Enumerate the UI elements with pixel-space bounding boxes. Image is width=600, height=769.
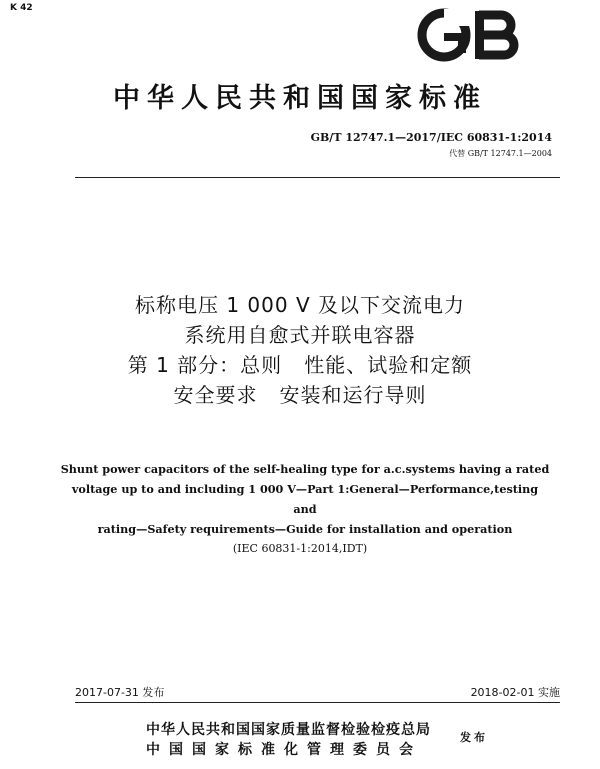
implementation-date: 2018-02-01 实施 (470, 686, 560, 699)
standard-number: GB/T 12747.1—2017/IEC 60831-1:2014 (310, 131, 552, 144)
gb-logo-icon (415, 6, 523, 64)
chinese-title-line-1: 标称电压 1 000 V 及以下交流电力 (134, 293, 465, 317)
english-title-line-1: Shunt power capacitors of the self-healing type for a.c.systems having a rated (60, 462, 550, 476)
chinese-title-line-4: 安全要求 安装和运行导则 (173, 383, 427, 407)
top-divider (75, 177, 560, 178)
iec-reference: (IEC 60831-1:2014,IDT) (232, 542, 368, 555)
publish-label: 发布 (460, 731, 488, 744)
replaces-note: 代替 GB/T 12747.1—2004 (449, 149, 552, 158)
chinese-title (0, 290, 600, 410)
english-title (60, 459, 550, 539)
issue-date: 2017-07-31 发布 (75, 686, 165, 699)
english-title-line-3: rating—Safety requirements—Guide for installation and operation (97, 522, 513, 536)
bottom-divider (75, 702, 560, 703)
chinese-title-line-3: 第 1 部分：总则 性能、试验和定额 (127, 353, 473, 377)
chinese-title-line-2: 系统用自愈式并联电容器 (184, 323, 416, 347)
standard-organization-title: 中华人民共和国国家标准 (113, 83, 487, 114)
issuer-2: 中国国家标准化管理委员会 (146, 742, 422, 758)
classification-code: K 42 (10, 3, 33, 13)
english-title-line-2: voltage up to and including 1 000 V—Part 1:General—Performance,testing and (71, 482, 539, 516)
issuer-1: 中华人民共和国国家质量监督检验检疫总局 (146, 722, 431, 738)
